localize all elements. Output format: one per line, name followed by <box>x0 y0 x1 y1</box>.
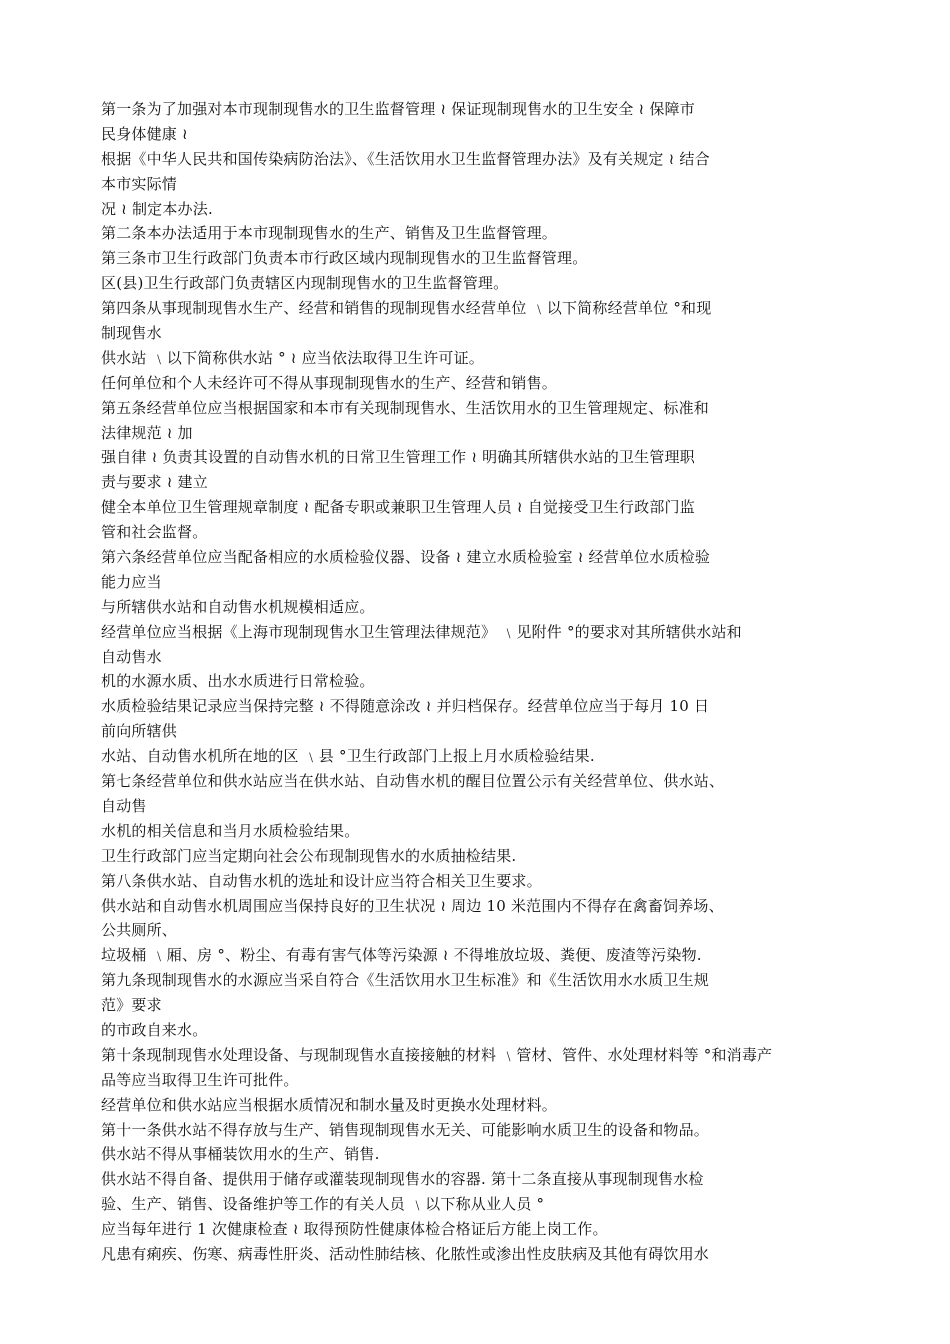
text-line: 前向所辖供 <box>101 722 178 741</box>
text-line: 公共厕所、 <box>101 921 178 940</box>
text-line: 第九条现制现售水的水源应当采自符合《生活饮用水卫生标准》和《生活饮用水水质卫生规 <box>101 971 710 990</box>
text-line: 水机的相关信息和当月水质检验结果。 <box>101 821 360 840</box>
text-line: 供水站 ﹨以下简称供水站 ° ≀ 应当依法取得卫生许可证。 <box>101 348 484 367</box>
text-line: 水站、自动售水机所在地的区 ﹨县 °卫生行政部门上报上月水质检验结果. <box>101 747 595 766</box>
text-line: 机的水源水质、出水水质进行日常检验。 <box>101 672 375 691</box>
text-line: 经营单位和供水站应当根据水质情况和制水量及时更换水处理材料。 <box>101 1095 558 1114</box>
text-line: 供水站和自动售水机周围应当保持良好的卫生状况 ≀ 周边 10 米范围内不得存在禽畜饲养场、 <box>101 896 724 915</box>
text-line: 的市政自来水。 <box>101 1020 208 1039</box>
text-line: 健全本单位卫生管理规章制度 ≀ 配备专职或兼职卫生管理人员 ≀ 自觉接受卫生行政部门监 <box>101 498 695 517</box>
text-line: 应当每年进行 1 次健康检查 ≀ 取得预防性健康体检合格证后方能上岗工作。 <box>101 1220 608 1239</box>
text-line: 强自律 ≀ 负责其设置的自动售水机的日常卫生管理工作 ≀ 明确其所辖供水站的卫生管理职 <box>101 448 695 467</box>
text-line: 第二条本办法适用于本市现制现售水的生产、销售及卫生监督管理。 <box>101 224 558 243</box>
text-line: 第七条经营单位和供水站应当在供水站、自动售水机的醒目位置公示有关经营单位、供水站、 <box>101 772 725 791</box>
text-line: 第十一条供水站不得存放与生产、销售现制现售水无关、可能影响水质卫生的设备和物品。 <box>101 1120 710 1139</box>
text-line: 自动售 <box>101 796 147 815</box>
text-line: 供水站不得自备、提供用于储存或灌装现制现售水的容器. 第十二条直接从事现制现售水检 <box>101 1170 704 1189</box>
text-line: 与所辖供水站和自动售水机规模相适应。 <box>101 597 375 616</box>
text-line: 况 ≀ 制定本办法. <box>101 199 213 218</box>
text-line: 垃圾桶 ﹨厢、房 °、粉尘、有毒有害气体等污染源 ≀ 不得堆放垃圾、粪便、废渣等污染物. <box>101 946 702 965</box>
text-line: 区(县)卫生行政部门负责辖区内现制现售水的卫生监督管理。 <box>101 274 509 293</box>
text-line: 自动售水 <box>101 647 162 666</box>
text-line: 第四条从事现制现售水生产、经营和销售的现制现售水经营单位 ﹨以下简称经营单位 °和现 <box>101 299 712 318</box>
text-line: 第十条现制现售水处理设备、与现制现售水直接接触的材料 ﹨管材、管件、水处理材料等 °和消毒产 <box>101 1045 773 1064</box>
text-line: 第三条市卫生行政部门负责本市行政区域内现制现售水的卫生监督管理。 <box>101 249 588 268</box>
text-line: 第八条供水站、自动售水机的选址和设计应当符合相关卫生要求。 <box>101 871 542 890</box>
text-line: 经营单位应当根据《上海市现制现售水卫生管理法律规范》 ﹨见附件 °的要求对其所辖供水站和 <box>101 622 742 641</box>
text-line: 责与要求 ≀ 建立 <box>101 473 208 492</box>
text-line: 管和社会监督。 <box>101 523 208 542</box>
text-line: 水质检验结果记录应当保持完整 ≀ 不得随意涂改 ≀ 并归档保存。经营单位应当于每月 10 日 <box>101 697 710 716</box>
text-line: 验、生产、销售、设备维护等工作的有关人员 ﹨以下称从业人员 ° <box>101 1195 545 1214</box>
text-line: 凡患有痢疾、伤寒、病毒性肝炎、活动性肺结核、化脓性或渗出性皮肤病及其他有碍饮用水 <box>101 1244 710 1263</box>
text-line: 第六条经营单位应当配备相应的水质检验仪器、设备 ≀ 建立水质检验室 ≀ 经营单位水质检验 <box>101 548 711 567</box>
text-line: 供水站不得从事桶装饮用水的生产、销售. <box>101 1145 380 1164</box>
text-line: 范》要求 <box>101 996 162 1015</box>
text-line: 卫生行政部门应当定期向社会公布现制现售水的水质抽检结果. <box>101 846 517 865</box>
text-line: 能力应当 <box>101 572 162 591</box>
text-line: 第五条经营单位应当根据国家和本市有关现制现售水、生活饮用水的卫生管理规定、标准和 <box>101 398 710 417</box>
text-line: 品等应当取得卫生许可批件。 <box>101 1070 299 1089</box>
text-line: 法律规范 ≀ 加 <box>101 423 193 442</box>
text-line: 本市实际情 <box>101 174 178 193</box>
text-line: 任何单位和个人未经许可不得从事现制现售水的生产、经营和销售。 <box>101 373 558 392</box>
text-line: 根据《中华人民共和国传染病防治法》、《生活饮用水卫生监督管理办法》及有关规定 ≀ 结合 <box>101 149 710 168</box>
text-line: 制现售水 <box>101 324 162 343</box>
text-line: 民身体健康 ≀ <box>101 124 188 143</box>
text-line: 第一条为了加强对本市现制现售水的卫生监督管理 ≀ 保证现制现售水的卫生安全 ≀ 保障市 <box>101 100 695 118</box>
